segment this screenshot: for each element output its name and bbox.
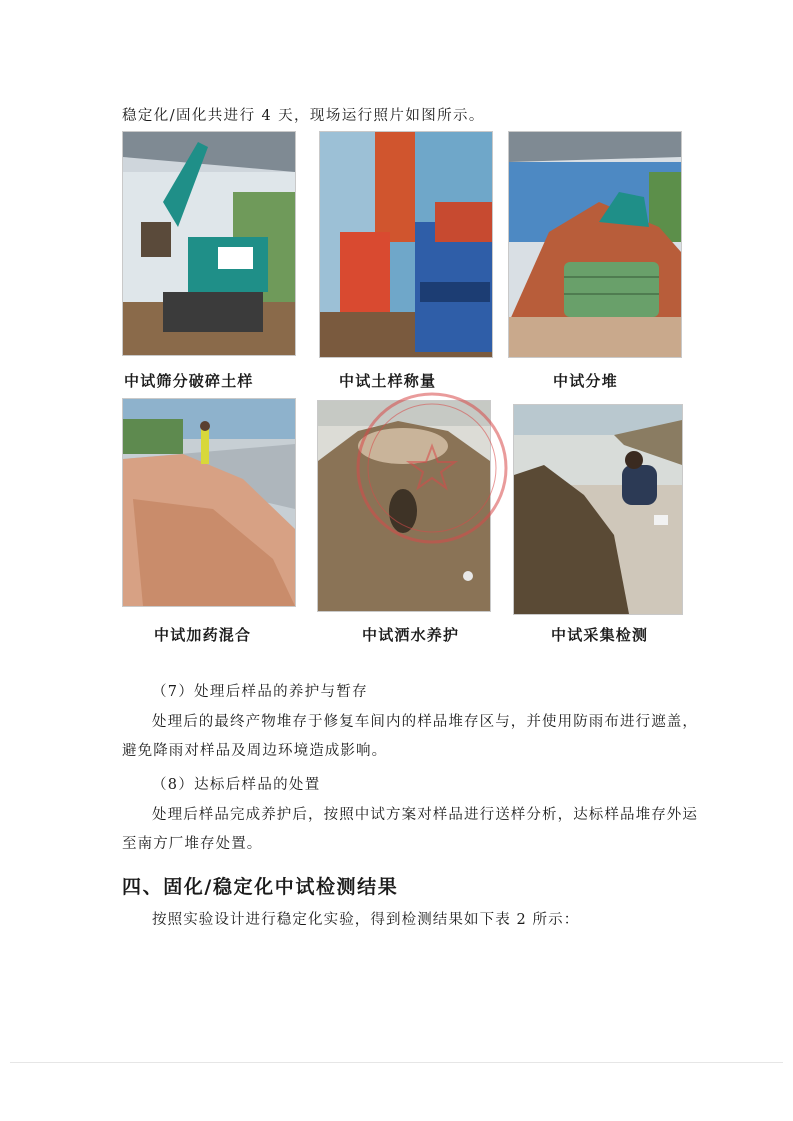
section-heading: 四、固化/稳定化中试检测结果 <box>122 876 399 898</box>
section-8-title: （8）达标后样品的处置 <box>152 777 321 793</box>
page-divider <box>10 1062 783 1063</box>
soil-pile-bags-photo-icon <box>509 132 681 357</box>
photo-caption: 中试采集检测 <box>551 626 649 644</box>
section-8-body: 处理后样品完成养护后，按照中试方案对样品进行送样分析，达标样品堆存外运至南方厂堆存处置。 <box>122 807 698 852</box>
photo-sampling <box>513 404 683 615</box>
section-7-body: 处理后的最终产物堆存于修复车间内的样品堆存区与，并使用防雨布进行遮盖，避免降雨对样品及周边环境造成影响。 <box>122 714 698 759</box>
intro-text: 稳定化/固化共进行 4 天，现场运行照片如图所示。 <box>122 108 485 124</box>
photo-pile <box>508 131 682 358</box>
heading-body: 按照实验设计进行稳定化实验，得到检测结果如下表 2 所示： <box>152 912 580 928</box>
seal-stamp-icon <box>352 388 512 548</box>
sampling-photo-icon <box>514 405 682 614</box>
section-7-title: （7）处理后样品的养护与暂存 <box>152 684 368 700</box>
photo-excavator <box>122 131 296 356</box>
photo-mixing <box>122 398 296 607</box>
weighing-machine-photo-icon <box>320 132 492 357</box>
photo-caption: 中试分堆 <box>553 372 618 390</box>
photo-caption: 中试加药混合 <box>154 626 252 644</box>
photo-weighing <box>319 131 493 358</box>
mixing-soil-photo-icon <box>123 399 295 606</box>
photo-caption: 中试洒水养护 <box>362 626 460 644</box>
photo-caption: 中试土样称量 <box>339 372 437 390</box>
excavator-photo-icon <box>123 132 295 355</box>
photo-caption: 中试筛分破碎土样 <box>124 372 254 390</box>
